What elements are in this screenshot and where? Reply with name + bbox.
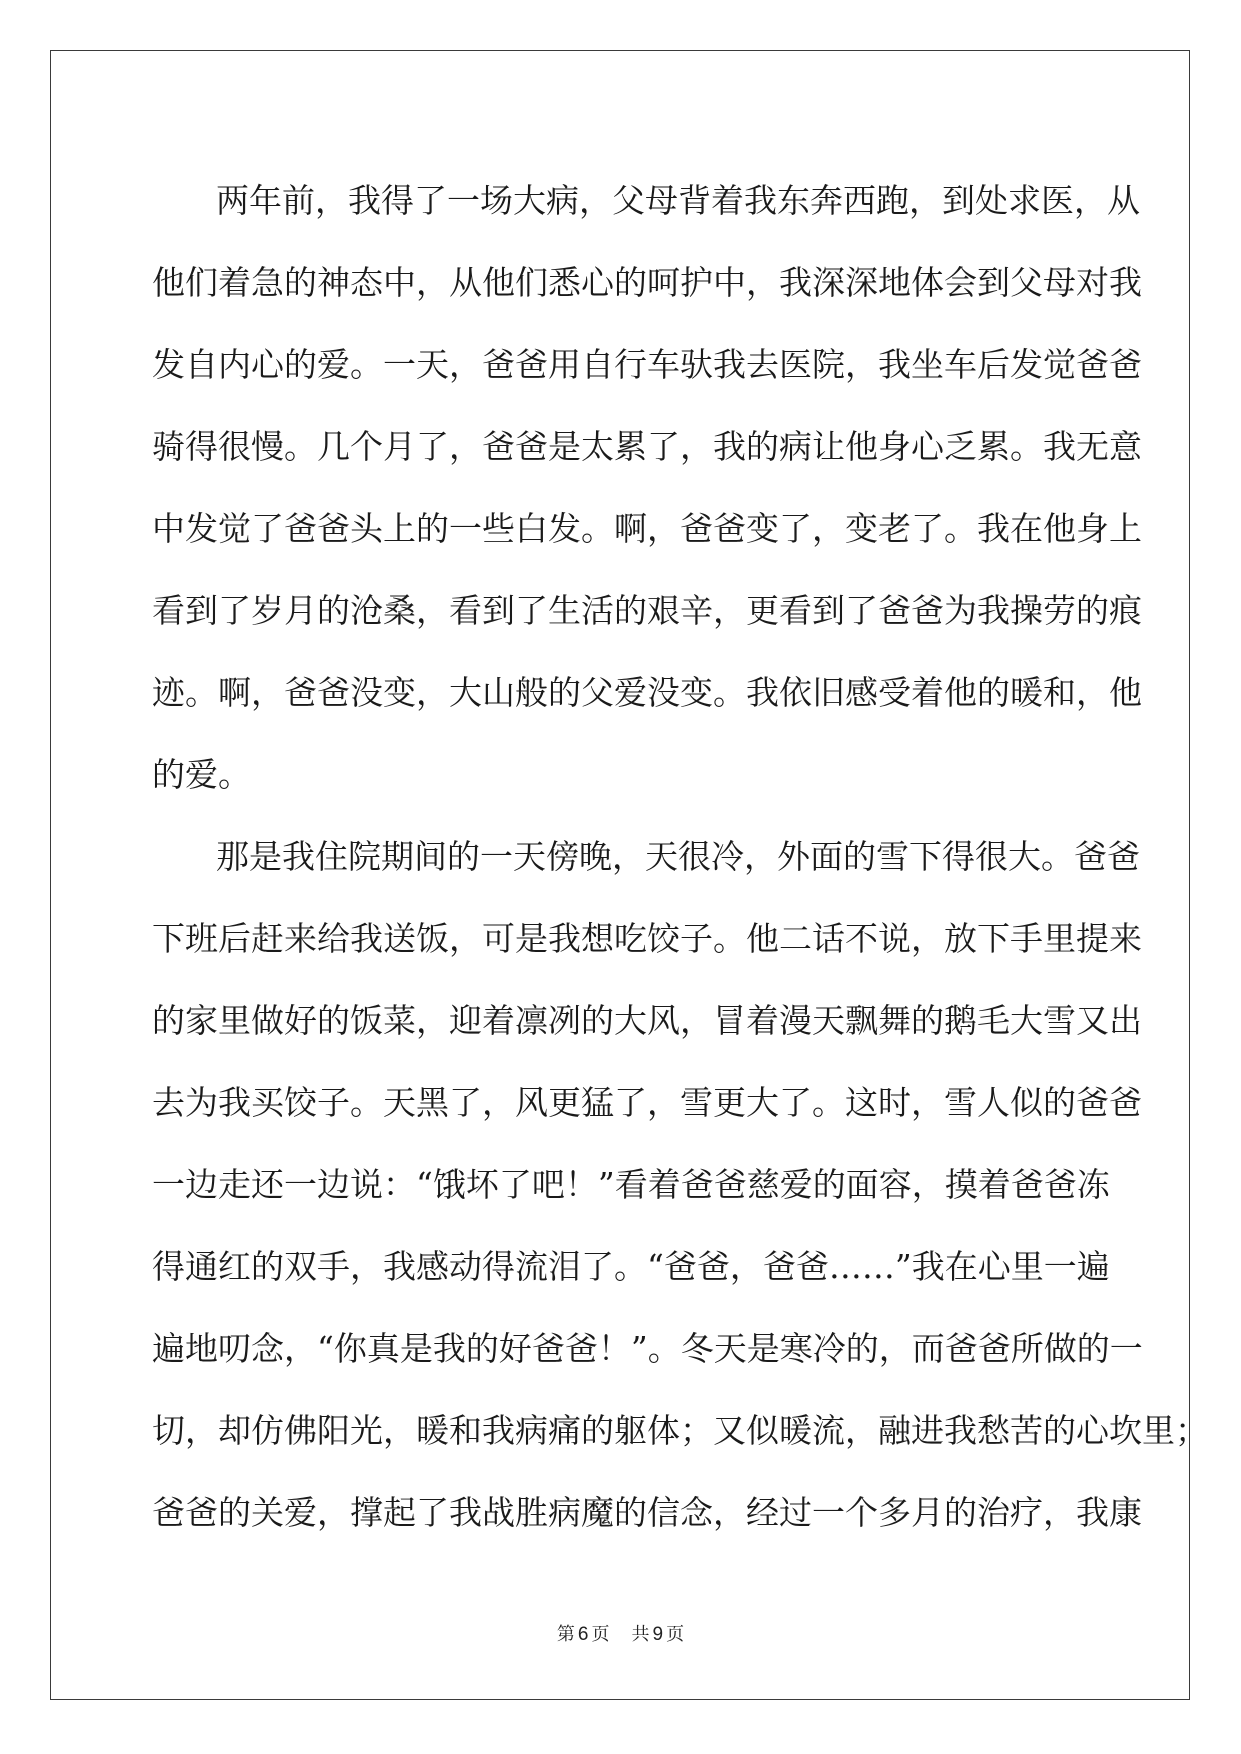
total-suffix: 页 xyxy=(666,1624,685,1645)
page-prefix: 第 xyxy=(556,1624,575,1645)
paragraph-2-line-6: 得通红的双手，我感动得流泪了。“爸爸，爸爸……”我在心里一遍 xyxy=(152,1247,1110,1286)
document-body xyxy=(152,160,1208,1554)
total-pages: 9 xyxy=(652,1624,664,1645)
total-prefix: 共 xyxy=(631,1624,650,1645)
paragraph-2-line-3: 的家里做好的饭菜，迎着凛冽的大风，冒着漫天飘舞的鹅毛大雪又出 xyxy=(152,1001,1142,1040)
paragraph-2-line-2: 下班后赶来给我送饭，可是我想吃饺子。他二话不说，放下手里提来 xyxy=(152,919,1142,958)
paragraph-1-line-5: 中发觉了爸爸头上的一些白发。啊，爸爸变了，变老了。我在他身上 xyxy=(152,509,1142,548)
paragraph-1-line-1: 两年前，我得了一场大病，父母背着我东奔西跑，到处求医，从 xyxy=(216,181,1140,220)
paragraph-1-line-4: 骑得很慢。几个月了，爸爸是太累了，我的病让他身心乏累。我无意 xyxy=(152,427,1142,466)
page-number: 6 xyxy=(577,1624,589,1645)
paragraph-1-line-8: 的爱。 xyxy=(152,755,251,794)
paragraph-2-line-4: 去为我买饺子。天黑了，风更猛了，雪更大了。这时，雪人似的爸爸 xyxy=(152,1083,1142,1122)
page-footer xyxy=(0,1620,1241,1646)
paragraph-1-line-2: 他们着急的神态中，从他们悉心的呵护中，我深深地体会到父母对我 xyxy=(152,263,1142,302)
paragraph-2-line-5: 一边走还一边说：“饿坏了吧！”看着爸爸慈爱的面容，摸着爸爸冻 xyxy=(152,1165,1110,1204)
paragraph-2-line-1: 那是我住院期间的一天傍晚，天很冷，外面的雪下得很大。爸爸 xyxy=(216,837,1140,876)
page-suffix: 页 xyxy=(591,1624,610,1645)
paragraph-1-line-6: 看到了岁月的沧桑，看到了生活的艰辛，更看到了爸爸为我操劳的痕 xyxy=(152,591,1142,630)
paragraph-1-line-7: 迹。啊，爸爸没变，大山般的父爱没变。我依旧感受着他的暖和，他 xyxy=(152,673,1142,712)
paragraph-1-line-3: 发自内心的爱。一天，爸爸用自行车驮我去医院，我坐车后发觉爸爸 xyxy=(152,345,1142,384)
paragraph-2-line-7: 遍地叨念，“你真是我的好爸爸！”。冬天是寒冷的，而爸爸所做的一 xyxy=(152,1329,1143,1368)
paragraph-2-line-8: 切，却仿佛阳光，暖和我病痛的躯体；又似暖流，融进我愁苦的心坎里； xyxy=(152,1411,1208,1450)
paragraph-2-line-9: 爸爸的关爱，撑起了我战胜病魔的信念，经过一个多月的治疗，我康 xyxy=(152,1493,1142,1532)
